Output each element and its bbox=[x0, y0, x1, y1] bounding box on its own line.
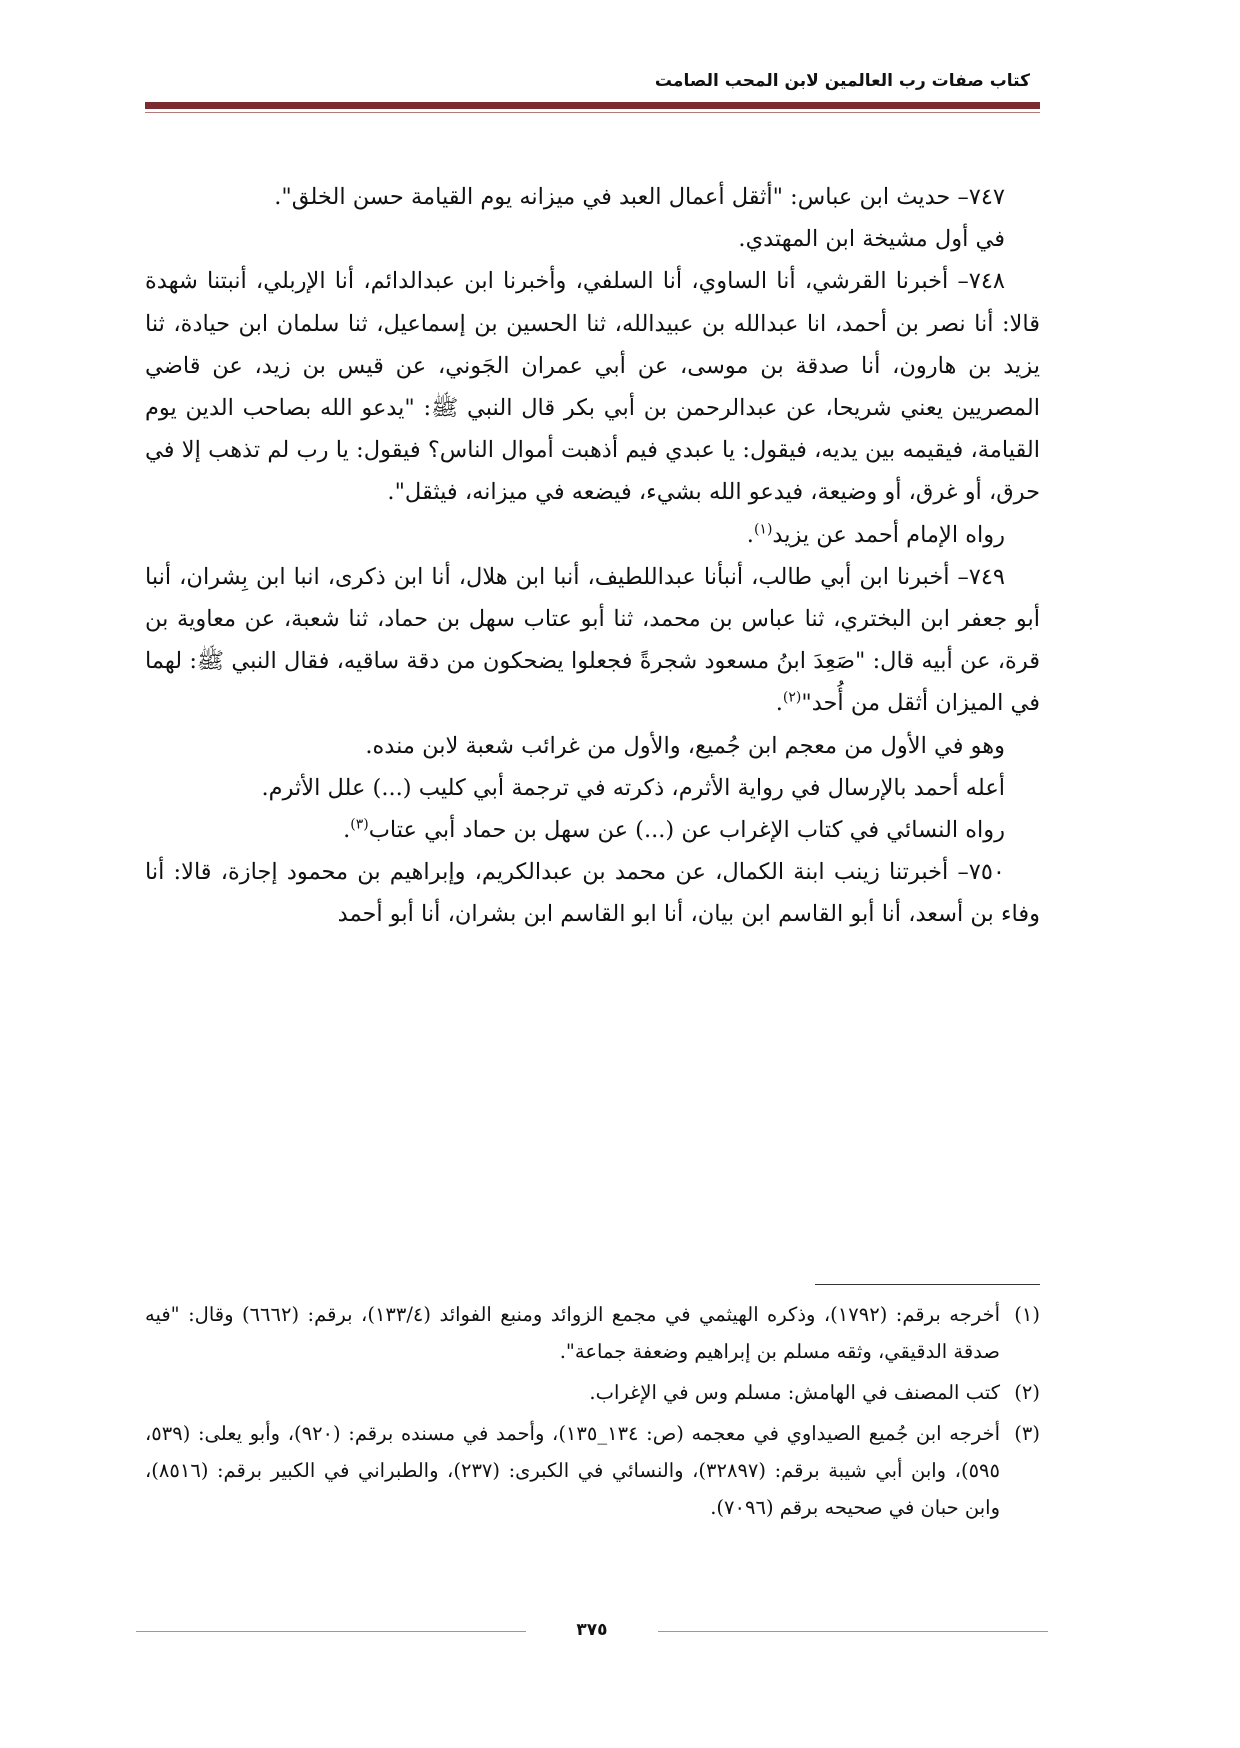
paragraph-749-text: ٧٤٩– أخبرنا ابن أبي طالب، أنبأنا عبداللطيف، أنبا ابن هلال، أنا ابن ذكرى، انبا ابن بِشران، أنبا أبو جعفر ابن البختري، ثنا عباس بن محمد، ثنا أبو عتاب سهل بن حماد، ثنا شعبة، عن معاوية بن قرة، عن أبيه قال: "صَعِدَ ابنُ مسعود شجرةً فجعلوا يضحكون من دقة ساقيه، فقال النبي ﷺ: لهما في الميزان أثقل من أُحد" bbox=[145, 563, 1040, 717]
footnote-number: (١) bbox=[1014, 1303, 1040, 1326]
nasai-note-749 bbox=[145, 809, 1040, 851]
footnote-separator bbox=[815, 1284, 1040, 1285]
page-footer bbox=[136, 1620, 1048, 1644]
source-note-749: وهو في الأول من معجم ابن جُميع، والأول من غرائب شعبة لابن منده. bbox=[365, 732, 1005, 759]
footnote-text: أخرجه برقم: (١٧٩٢)، وذكره الهيثمي في مجمع الزوائد ومنبع الفوائد (١٣٣/٤)، برقم: (٦٦٦٢) وقال: "فيه صدقة الدقيقي، وثقه مسلم بن إبراهيم وضعفة جماعة". bbox=[145, 1303, 1000, 1363]
narration-text: رواه الإمام أحمد عن يزيد bbox=[772, 521, 1005, 548]
footnotes bbox=[145, 1296, 1040, 1530]
page-number: ٣٧٥ bbox=[576, 1620, 608, 1640]
footnote-number: (٣) bbox=[1014, 1422, 1040, 1445]
period: . bbox=[775, 690, 783, 717]
header-divider-thin bbox=[145, 112, 1040, 113]
paragraph-749 bbox=[145, 556, 1040, 725]
page-header bbox=[145, 68, 1040, 113]
nasai-text: رواه النسائي في كتاب الإغراب عن (...) عن سهل بن حماد أبي عتاب bbox=[368, 817, 1005, 844]
footnote-3 bbox=[145, 1415, 1040, 1526]
source-note-747: في أول مشيخة ابن المهتدي. bbox=[738, 226, 1005, 253]
footnote-number: (٢) bbox=[1014, 1381, 1040, 1404]
paragraph-747: ٧٤٧– حديث ابن عباس: "أثقل أعمال العبد في ميزانه يوم القيامة حسن الخلق". bbox=[274, 184, 1005, 210]
footnote-text: كتب المصنف في الهامش: مسلم وس في الإغراب. bbox=[589, 1381, 1000, 1404]
period: . bbox=[746, 521, 754, 548]
footnote-2 bbox=[145, 1374, 1040, 1411]
footnote-ref-3[interactable]: (٣) bbox=[350, 816, 369, 833]
footer-rule-left bbox=[136, 1631, 526, 1632]
footnote-ref-2[interactable]: (٢) bbox=[782, 689, 802, 706]
footnote-ref-1[interactable]: (١) bbox=[753, 521, 773, 538]
footnote-text: أخرجه ابن جُميع الصيداوي في معجمه (ص: ١٣٤_١٣٥)، وأحمد في مسنده برقم: (٩٢٠)، وأبو يعلى: (٥٣٩، ٥٩٥)، وابن أبي شيبة برقم: (٣٢٨٩٧)، والنسائي في الكبرى: (٢٣٧)، والطبراني في الكبير برقم: (٨٥١٦)، وابن حبان في صحيحه برقم (٧٠٩٦). bbox=[145, 1422, 1000, 1519]
main-text bbox=[145, 176, 1040, 936]
header-divider bbox=[145, 102, 1040, 109]
footnote-1 bbox=[145, 1296, 1040, 1370]
footer-rule-right bbox=[658, 1631, 1048, 1632]
period: . bbox=[343, 817, 351, 844]
book-title: كتاب صفات رب العالمين لابن المحب الصامت bbox=[654, 71, 1030, 91]
paragraph-750: ٧٥٠– أخبرتنا زينب ابنة الكمال، عن محمد بن عبدالكريم، وإبراهيم بن محمود إجازة، قالا: أنا وفاء بن أسعد، أنا أبو القاسم ابن بيان، أنا ابو القاسم ابن بشران، أنا أبو أحمد bbox=[145, 859, 1040, 928]
paragraph-748: ٧٤٨– أخبرنا القرشي، أنا الساوي، أنا السلفي، وأخبرنا ابن عبدالدائم، أنا الإربلي، أنبتنا شهدة قالا: أنا نصر بن أحمد، انا عبدالله بن عبيدالله، ثنا الحسين بن إسماعيل، ثنا سلمان ابن حيادة، ثنا يزيد بن هارون، أنا صدقة بن موسى، عن أبي عمران الجَوني، عن قيس بن زيد، عن قاضي المصريين يعني شريحا، عن عبدالرحمن بن أبي بكر قال النبي ﷺ: "يدعو الله بصاحب الدين يوم القيامة، فيقيمه بين يديه، فيقول: يا عبدي فيم أذهبت أموال الناس؟ فيقول: يا رب لم تذهب إلا في حرق، أو غرق، أو وضيعة، فيدعو الله بشيء، فيضعه في ميزانه، فيثقل". bbox=[145, 268, 1040, 506]
defect-note-749: أعله أحمد بالإرسال في رواية الأثرم، ذكرته في ترجمة أبي كليب (...) علل الأثرم. bbox=[261, 774, 1005, 801]
narration-note-748 bbox=[145, 514, 1040, 556]
